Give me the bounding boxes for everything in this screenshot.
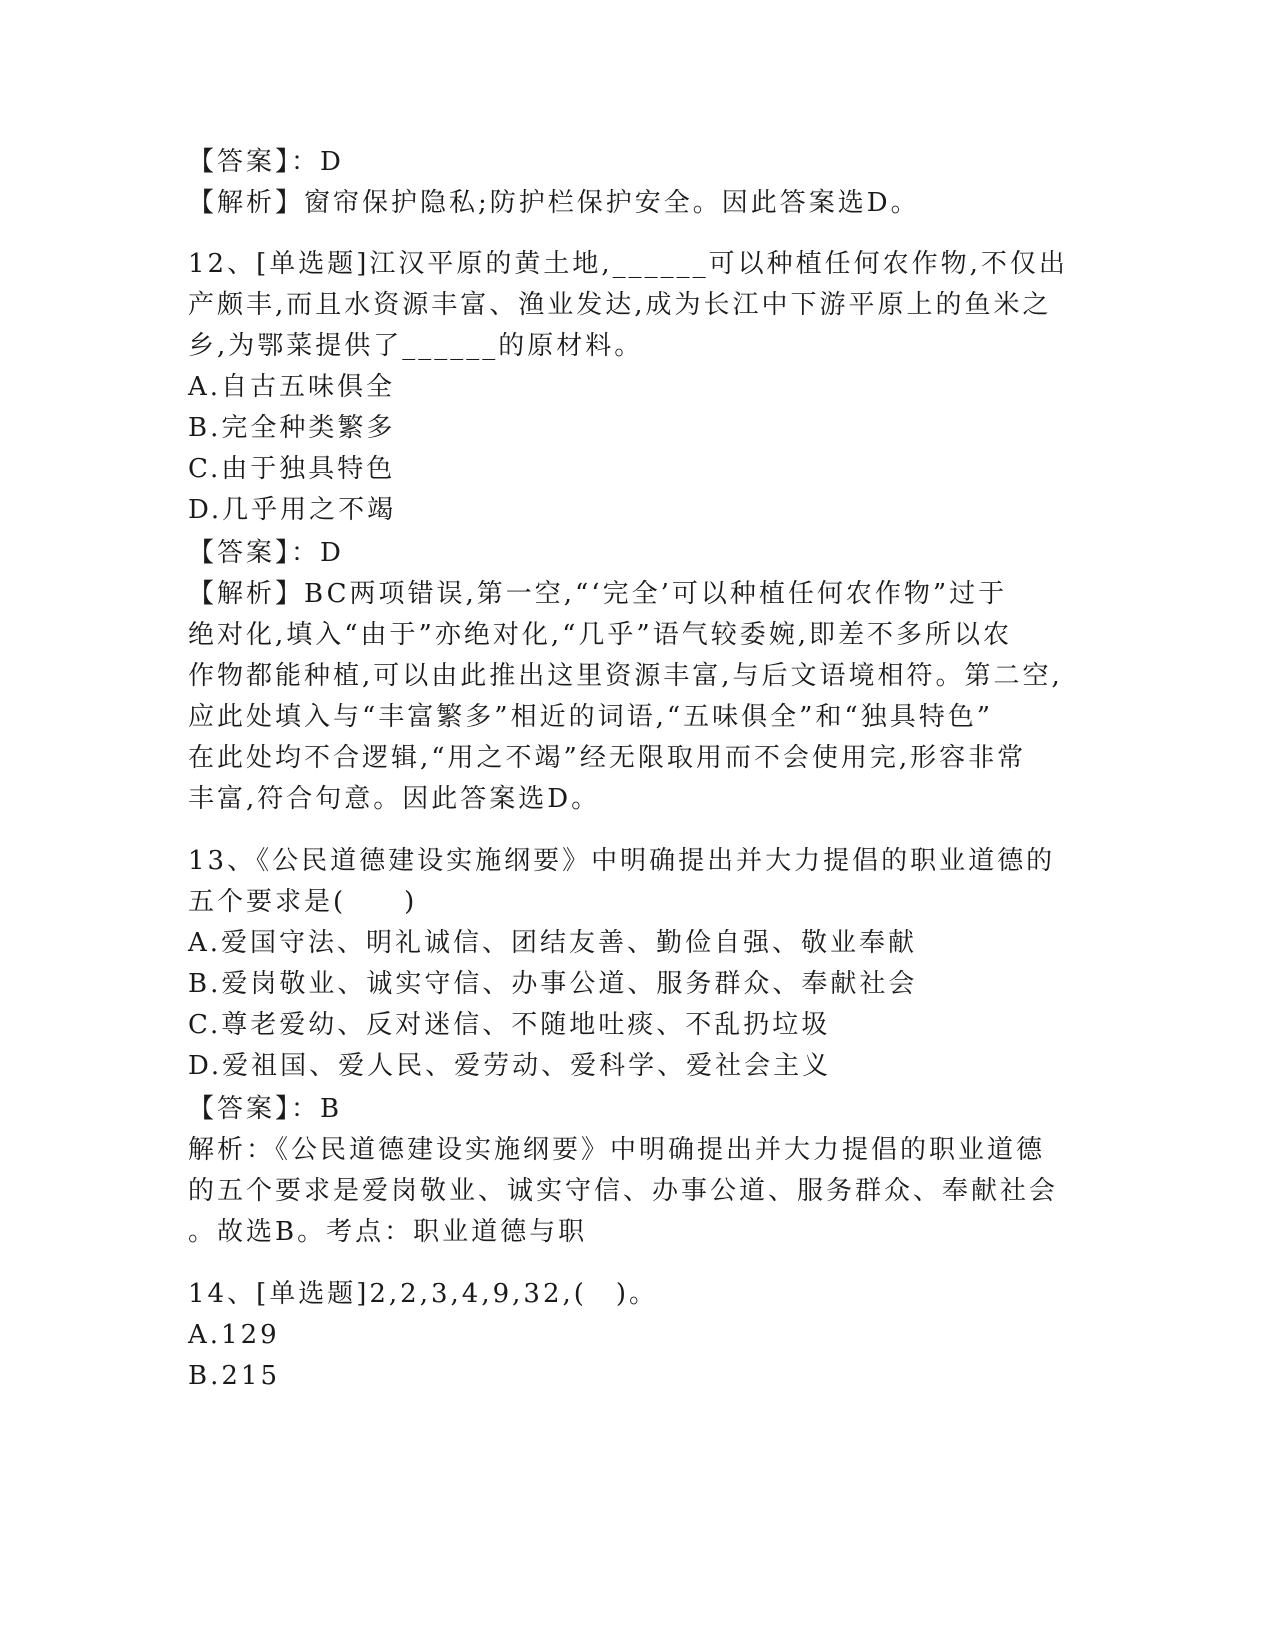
q13-answer: 【答案】：B — [188, 1094, 343, 1124]
q13-stem-line-2: 五个要求是( ) — [188, 887, 418, 917]
q13-option-c: C.尊老爱幼、反对迷信、不随地吐痰、不乱扔垃圾 — [188, 1010, 831, 1040]
q13-option-d: D.爱祖国、爱人民、爱劳动、爱科学、爱社会主义 — [188, 1051, 832, 1081]
q12-answer: 【答案】：D — [188, 538, 344, 568]
q12-stem-line-3: 乡,为鄂菜提供了______的原材料。 — [188, 331, 644, 361]
q13-stem-line-1: 13、《公民道德建设实施纲要》中明确提出并大力提倡的职业道德的 — [188, 846, 1056, 876]
q12-option-c: C.由于独具特色 — [188, 454, 396, 484]
q12-analysis-line-2: 绝对化,填入“由于”亦绝对化,“几乎”语气较委婉,即差不多所以农 — [188, 620, 1012, 650]
q11-answer: 【答案】：D — [188, 147, 344, 177]
q12-option-a: A.自古五味俱全 — [188, 372, 396, 402]
q14-stem: 14、[单选题]2,2,3,4,9,32,( )。 — [188, 1279, 659, 1309]
q12-analysis-line-6: 丰富,符合句意。因此答案选D。 — [188, 784, 601, 814]
q12-analysis-line-5: 在此处均不合逻辑,“用之不竭”经无限取用而不会使用完,形容非常 — [188, 743, 1027, 773]
q13-analysis-line-2: 的五个要求是爱岗敬业、诚实守信、办事公道、服务群众、奉献社会 — [188, 1176, 1059, 1206]
q13-option-b: B.爱岗敬业、诚实守信、办事公道、服务群众、奉献社会 — [188, 969, 918, 999]
q11-analysis: 【解析】窗帘保护隐私;防护栏保护安全。因此答案选D。 — [188, 188, 920, 218]
q12-analysis-line-4: 应此处填入与“丰富繁多”相近的词语,“五味俱全”和“独具特色” — [188, 702, 994, 732]
q12-analysis-line-3: 作物都能种植,可以由此推出这里资源丰富,与后文语境相符。第二空, — [188, 661, 1063, 691]
q13-analysis-line-3: 。故选B。考点：职业道德与职 — [188, 1217, 588, 1247]
q12-option-b: B.完全种类繁多 — [188, 413, 396, 443]
q12-stem-line-1: 12、[单选题]江汉平原的黄土地,______可以种植任何农作物,不仅出 — [188, 249, 1068, 279]
q14-option-a: A.129 — [188, 1320, 280, 1350]
q13-analysis-line-1: 解析：《公民道德建设实施纲要》中明确提出并大力提倡的职业道德 — [188, 1135, 1046, 1165]
q14-option-b: B.215 — [188, 1361, 280, 1391]
q12-analysis-line-1: 【解析】BC两项错误,第一空,“‘完全’可以种植任何农作物”过于 — [188, 579, 1008, 609]
q13-option-a: A.爱国守法、明礼诚信、团结友善、勤俭自强、敬业奉献 — [188, 928, 918, 958]
q12-stem-line-2: 产颇丰,而且水资源丰富、渔业发达,成为长江中下游平原上的鱼米之 — [188, 290, 1052, 320]
q12-option-d: D.几乎用之不竭 — [188, 495, 397, 525]
